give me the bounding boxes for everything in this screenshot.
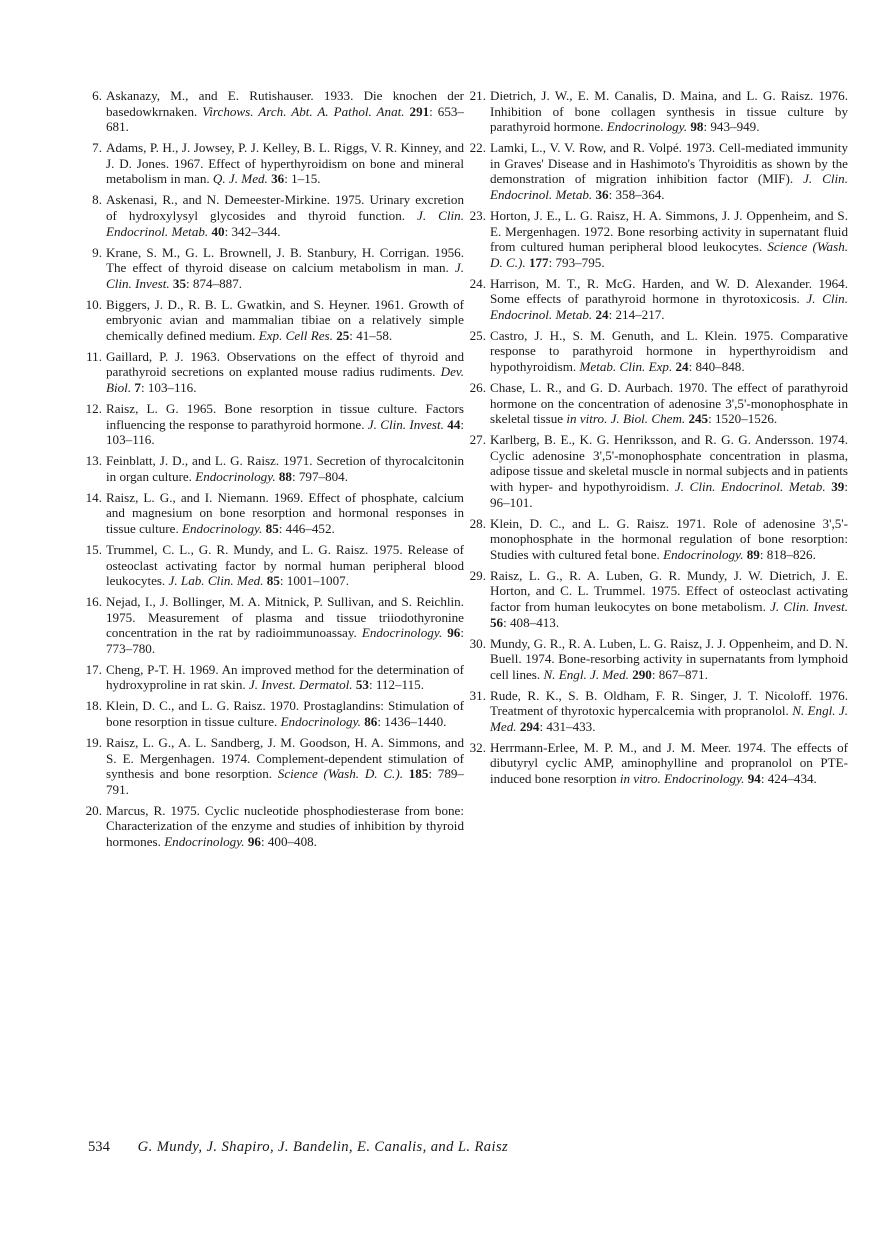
reference-pages: : 874–887. (186, 275, 243, 291)
reference-volume: 290 (632, 666, 652, 682)
reference-text: Castro, J. H., S. M. Genuth, and L. Klein. 1975. Comparative response to parathyroid hormone in hyperthyroidism and hypothyroidism. (490, 327, 848, 375)
reference-journal: Endocrinology. (182, 520, 263, 536)
reference-entry (84, 662, 464, 693)
reference-pages: : 446–452. (278, 520, 335, 536)
reference-pages: : 103–116. (140, 380, 197, 396)
reference-number: 22. (469, 140, 486, 156)
reference-journal: Endocrinology. (361, 625, 443, 641)
reference-volume: 85 (266, 573, 280, 589)
reference-pages: : 1–15. (284, 171, 321, 187)
reference-journal: N. Engl. J. Med. (490, 703, 848, 734)
reference-volume: 36 (595, 186, 609, 202)
reference-number: 29. (469, 567, 486, 583)
reference-journal: J. Lab. Clin. Med. (168, 573, 264, 589)
reference-number: 18. (85, 698, 102, 714)
reference-volume: 88 (278, 468, 292, 484)
reference-text: Raisz, L. G. 1965. Bone resorption in tissue culture. Factors influencing the response to parathyroid hormone. (106, 401, 464, 432)
reference-text: Raisz, L. G., A. L. Sandberg, J. M. Goodson, H. A. Simmons, and S. E. Mergenhagen. 1974. Complement-dependent stimulation of synthesis and bone resorption. (106, 735, 464, 782)
reference-journal: Science (Wash. D. C.). (277, 766, 403, 782)
reference-journal: in vitro. Endocrinology. (619, 771, 745, 787)
reference-pages: : 431–433. (539, 718, 596, 734)
references-left-column (84, 88, 464, 855)
page-number: 534 (88, 1139, 110, 1155)
reference-entry (84, 542, 464, 589)
reference-journal: J. Clin. Invest. (367, 416, 444, 432)
reference-pages: : 358–364. (608, 186, 665, 202)
reference-pages: : 1436–1440. (377, 714, 447, 730)
reference-journal: J. Clin. Endocrinol. Metab. (490, 171, 848, 202)
reference-pages: : 867–871. (651, 666, 708, 682)
reference-pages: : 41–58. (349, 327, 393, 343)
reference-journal: Q. J. Med. (212, 171, 268, 187)
reference-volume: 294 (519, 718, 540, 734)
reference-number: 8. (92, 192, 102, 208)
reference-entry (84, 803, 464, 850)
reference-entry (468, 740, 848, 787)
reference-pages: : 424–434. (760, 771, 817, 787)
reference-volume: 35 (172, 275, 187, 291)
reference-pages: : 797–804. (291, 468, 348, 484)
reference-volume: 291 (409, 103, 430, 119)
reference-journal: Exp. Cell Res. (258, 327, 333, 343)
reference-text: Lamki, L., V. V. Row, and R. Volpé. 1973. Cell-mediated immunity in Graves' Disease and in Hashimoto's Thyroiditis as shown by the demonstration of migration inhibition factor (MIF). (490, 140, 848, 187)
reference-entry (84, 401, 464, 448)
reference-text: Raisz, L. G., and I. Niemann. 1969. Effect of phosphate, calcium and magnesium on bone resorption and hormonal responses in tissue culture. (106, 489, 464, 536)
reference-number: 16. (85, 594, 102, 610)
reference-text: Adams, P. H., J. Jowsey, P. J. Kelley, B. L. Riggs, V. R. Kinney, and J. D. Jones. 1967. Effect of hyperthyroidism on bone and mineral metabolism in man. (106, 140, 464, 187)
reference-volume: 56 (490, 614, 504, 630)
reference-pages: : 103–116. (106, 416, 464, 448)
reference-text: Trummel, C. L., G. R. Mundy, and L. G. Raisz. 1975. Release of osteoclast activating factor by normal human peripheral blood leukocytes. (106, 541, 464, 589)
reference-entry (468, 568, 848, 630)
reference-entry (468, 208, 848, 270)
reference-volume: 25 (336, 327, 350, 343)
reference-text: Raisz, L. G., R. A. Luben, G. R. Mundy, J. W. Dietrich, J. E. Horton, and C. L. Trummel. 1975. Effect of osteoclast activating factor from human leukocytes on bone metabolism. (490, 567, 848, 614)
reference-volume: 94 (747, 771, 761, 787)
reference-journal: Endocrinology. (164, 834, 245, 849)
reference-entry (468, 380, 848, 427)
reference-text: Klein, D. C., and L. G. Raisz. 1970. Prostaglandins: Stimulation of bone resorption in tissue culture. (106, 698, 464, 730)
reference-volume: 96 (447, 625, 461, 641)
reference-volume: 24 (595, 306, 609, 322)
reference-journal: Endocrinology. (606, 119, 688, 135)
reference-volume: 96 (247, 834, 261, 849)
reference-number: 15. (85, 541, 102, 557)
reference-journal: Virchows. Arch. Abt. A. Pathol. Anat. (202, 103, 405, 119)
reference-volume: 44 (447, 416, 461, 432)
reference-number: 28. (469, 515, 486, 531)
reference-volume: 86 (364, 714, 378, 730)
reference-pages: : 96–101. (490, 479, 848, 510)
reference-entry (84, 594, 464, 656)
reference-entry (468, 276, 848, 323)
reference-number: 20. (85, 802, 102, 818)
reference-text: Mundy, G. R., R. A. Luben, L. G. Raisz, J. J. Oppenheim, and D. N. Buell. 1974. Bone-resorbing activity in supernatants from lymphoid cell lines. (490, 635, 848, 682)
reference-journal: J. Clin. Endocrinol. Metab. (490, 291, 848, 322)
reference-text: Nejad, I., J. Bollinger, M. A. Mitnick, P. Sullivan, and S. Reichlin. 1975. Measurement of plasma and tissue triiodothyronine concentration in the rat by radioimmunoassay. (106, 594, 464, 641)
reference-text: Rude, R. K., S. B. Oldham, F. R. Singer, J. T. Nicoloff. 1976. Treatment of thyrotoxic hypercalcemia with propranolol. (490, 687, 848, 719)
reference-journal: J. Clin. Invest. (770, 598, 848, 614)
reference-entry (84, 140, 464, 187)
reference-entry (84, 698, 464, 729)
reference-text: Askanazy, M., and E. Rutishauser. 1933. Die knochen der basedowkrnaken. (106, 88, 464, 119)
reference-pages: : 342–344. (224, 223, 281, 239)
reference-text: Krane, S. M., G. L. Brownell, J. B. Stanbury, H. Corrigan. 1956. The effect of thyroid disease on calcium metabolism in man. (106, 244, 464, 276)
reference-pages: : 112–115. (368, 677, 424, 693)
reference-entry (84, 88, 464, 135)
reference-number: 13. (85, 453, 102, 469)
page-footer (88, 1139, 508, 1156)
reference-entry (468, 88, 848, 135)
reference-text: Horton, J. E., L. G. Raisz, H. A. Simmons, J. J. Oppenheim, and S. E. Mergenhagen. 1972. Bone resorbing activity in supernatant fluid from cultured human peripheral blood leukocytes. (490, 207, 848, 255)
reference-entry (84, 245, 464, 292)
reference-number: 10. (85, 296, 102, 312)
reference-journal: Metab. Clin. Exp. (579, 359, 673, 375)
reference-pages: : 408–413. (503, 614, 560, 630)
reference-number: 27. (469, 432, 486, 448)
reference-entry (84, 735, 464, 797)
reference-number: 14. (85, 489, 102, 505)
reference-volume: 24 (675, 359, 689, 375)
reference-volume: 39 (831, 479, 845, 494)
reference-journal: in vitro. J. Biol. Chem. (566, 411, 686, 427)
reference-number: 9. (92, 244, 102, 260)
reference-text: Klein, D. C., and L. G. Raisz. 1971. Role of adenosine 3',5'-monophosphate in the hormonal regulation of bone resorption: Studies with cultured fetal bone. (490, 515, 848, 562)
reference-text: Feinblatt, J. D., and L. G. Raisz. 1971. Secretion of thyrocalcitonin in organ culture. (106, 453, 464, 484)
reference-text: Marcus, R. 1975. Cyclic nucleotide phosphodiesterase from bone: Characterization of the enzyme and studies of inhibition by thyroid hormones. (106, 802, 464, 849)
reference-entry (468, 636, 848, 683)
reference-volume: 89 (746, 546, 760, 562)
reference-volume: 185 (408, 766, 429, 782)
reference-journal: J. Clin. Endocrinol. Metab. (674, 479, 826, 494)
reference-journal: Endocrinology. (195, 468, 276, 484)
reference-entry (468, 140, 848, 202)
reference-volume: 177 (528, 254, 549, 270)
reference-pages: : 789–791. (106, 766, 464, 797)
reference-number: 11. (86, 348, 102, 364)
reference-volume: 98 (690, 119, 704, 135)
reference-journal: Science (Wash. D. C.). (490, 239, 849, 270)
reference-number: 24. (469, 275, 486, 291)
reference-number: 7. (92, 140, 102, 156)
reference-text: Cheng, P-T. H. 1969. An improved method for the determination of hydroxyproline in rat skin. (106, 661, 464, 693)
reference-text: Herrmann-Erlee, M. P. M., and J. M. Meer. 1974. The effects of dibutyryl cyclic AMP, aminophylline and propranolol on PTE-induced bone resorption (490, 739, 848, 787)
reference-journal: J. Clin. Invest. (106, 260, 464, 291)
reference-volume: 40 (211, 223, 225, 239)
reference-pages: : 1001–1007. (279, 573, 349, 589)
reference-number: 31. (469, 687, 486, 703)
reference-text: Gaillard, P. J. 1963. Observations on the effect of thyroid and parathyroid secretions on explanted mouse radius rudiments. (106, 348, 464, 380)
reference-number: 32. (469, 739, 486, 755)
reference-number: 30. (469, 635, 486, 651)
reference-text: Askenasi, R., and N. Demeester-Mirkine. 1975. Urinary excretion of hydroxylysyl glycosides and thyroid function. (106, 192, 464, 223)
reference-number: 25. (469, 327, 486, 343)
reference-volume: 7 (134, 380, 141, 396)
reference-pages: : 840–848. (688, 359, 745, 375)
reference-number: 17. (85, 661, 102, 677)
reference-pages: : 400–408. (260, 834, 317, 849)
reference-number: 21. (469, 88, 486, 103)
reference-entry (84, 192, 464, 239)
reference-pages: : 818–826. (759, 546, 816, 562)
reference-pages: : 773–780. (106, 625, 464, 656)
reference-entry (84, 490, 464, 537)
reference-number: 23. (469, 207, 486, 223)
reference-number: 6. (92, 88, 102, 103)
reference-journal: Endocrinology. (663, 546, 744, 562)
reference-volume: 245 (688, 411, 709, 427)
reference-pages: : 653–681. (106, 103, 464, 135)
reference-entry (468, 328, 848, 375)
reference-number: 19. (85, 735, 102, 751)
reference-journal: J. Clin. Endocrinol. Metab. (106, 207, 464, 239)
reference-number: 12. (85, 401, 102, 417)
reference-number: 26. (469, 380, 486, 396)
reference-volume: 36 (271, 171, 285, 187)
reference-pages: : 1520–1526. (708, 411, 778, 427)
reference-volume: 85 (265, 520, 279, 536)
reference-entry (84, 453, 464, 484)
reference-pages: : 793–795. (548, 254, 605, 270)
reference-entry (84, 297, 464, 344)
reference-entry (468, 432, 848, 510)
reference-journal: J. Invest. Dermatol. (248, 677, 353, 693)
reference-text: Dietrich, J. W., E. M. Canalis, D. Maina, and L. G. Raisz. 1976. Inhibition of bone collagen synthesis in tissue culture by parathyroid hormone. (490, 88, 848, 135)
reference-pages: : 214–217. (608, 306, 665, 322)
reference-text: Harrison, M. T., R. McG. Harden, and W. D. Alexander. 1964. Some effects of parathyroid hormone in thyrotoxicosis. (490, 275, 848, 307)
reference-journal: Dev. Biol. (106, 364, 464, 396)
reference-entry (468, 516, 848, 563)
reference-journal: N. Engl. J. Med. (543, 666, 629, 682)
running-authors: G. Mundy, J. Shapiro, J. Bandelin, E. Canalis, and L. Raisz (137, 1139, 509, 1155)
reference-entry (468, 688, 848, 735)
reference-journal: Endocrinology. (280, 714, 361, 730)
reference-entry (84, 349, 464, 396)
reference-volume: 53 (355, 677, 369, 693)
references-right-column (468, 88, 848, 792)
reference-text: Karlberg, B. E., K. G. Henriksson, and R. G. G. Andersson. 1974. Cyclic adenosine 3',5'-monophosphate concentration in plasma, adipose tissue and skeletal muscle in normal subjects and in patients with hyper- and hypothyroidism. (490, 432, 848, 494)
reference-pages: : 943–949. (703, 119, 760, 135)
reference-text: Biggers, J. D., R. B. L. Gwatkin, and S. Heyner. 1961. Growth of embryonic avian and mammalian tibiae on a relatively simple chemically defined medium. (106, 296, 464, 343)
reference-text: Chase, L. R., and G. D. Aurbach. 1970. The effect of parathyroid hormone on the concentration of adenosine 3',5'-monophosphate in skeletal tissue (490, 380, 848, 427)
